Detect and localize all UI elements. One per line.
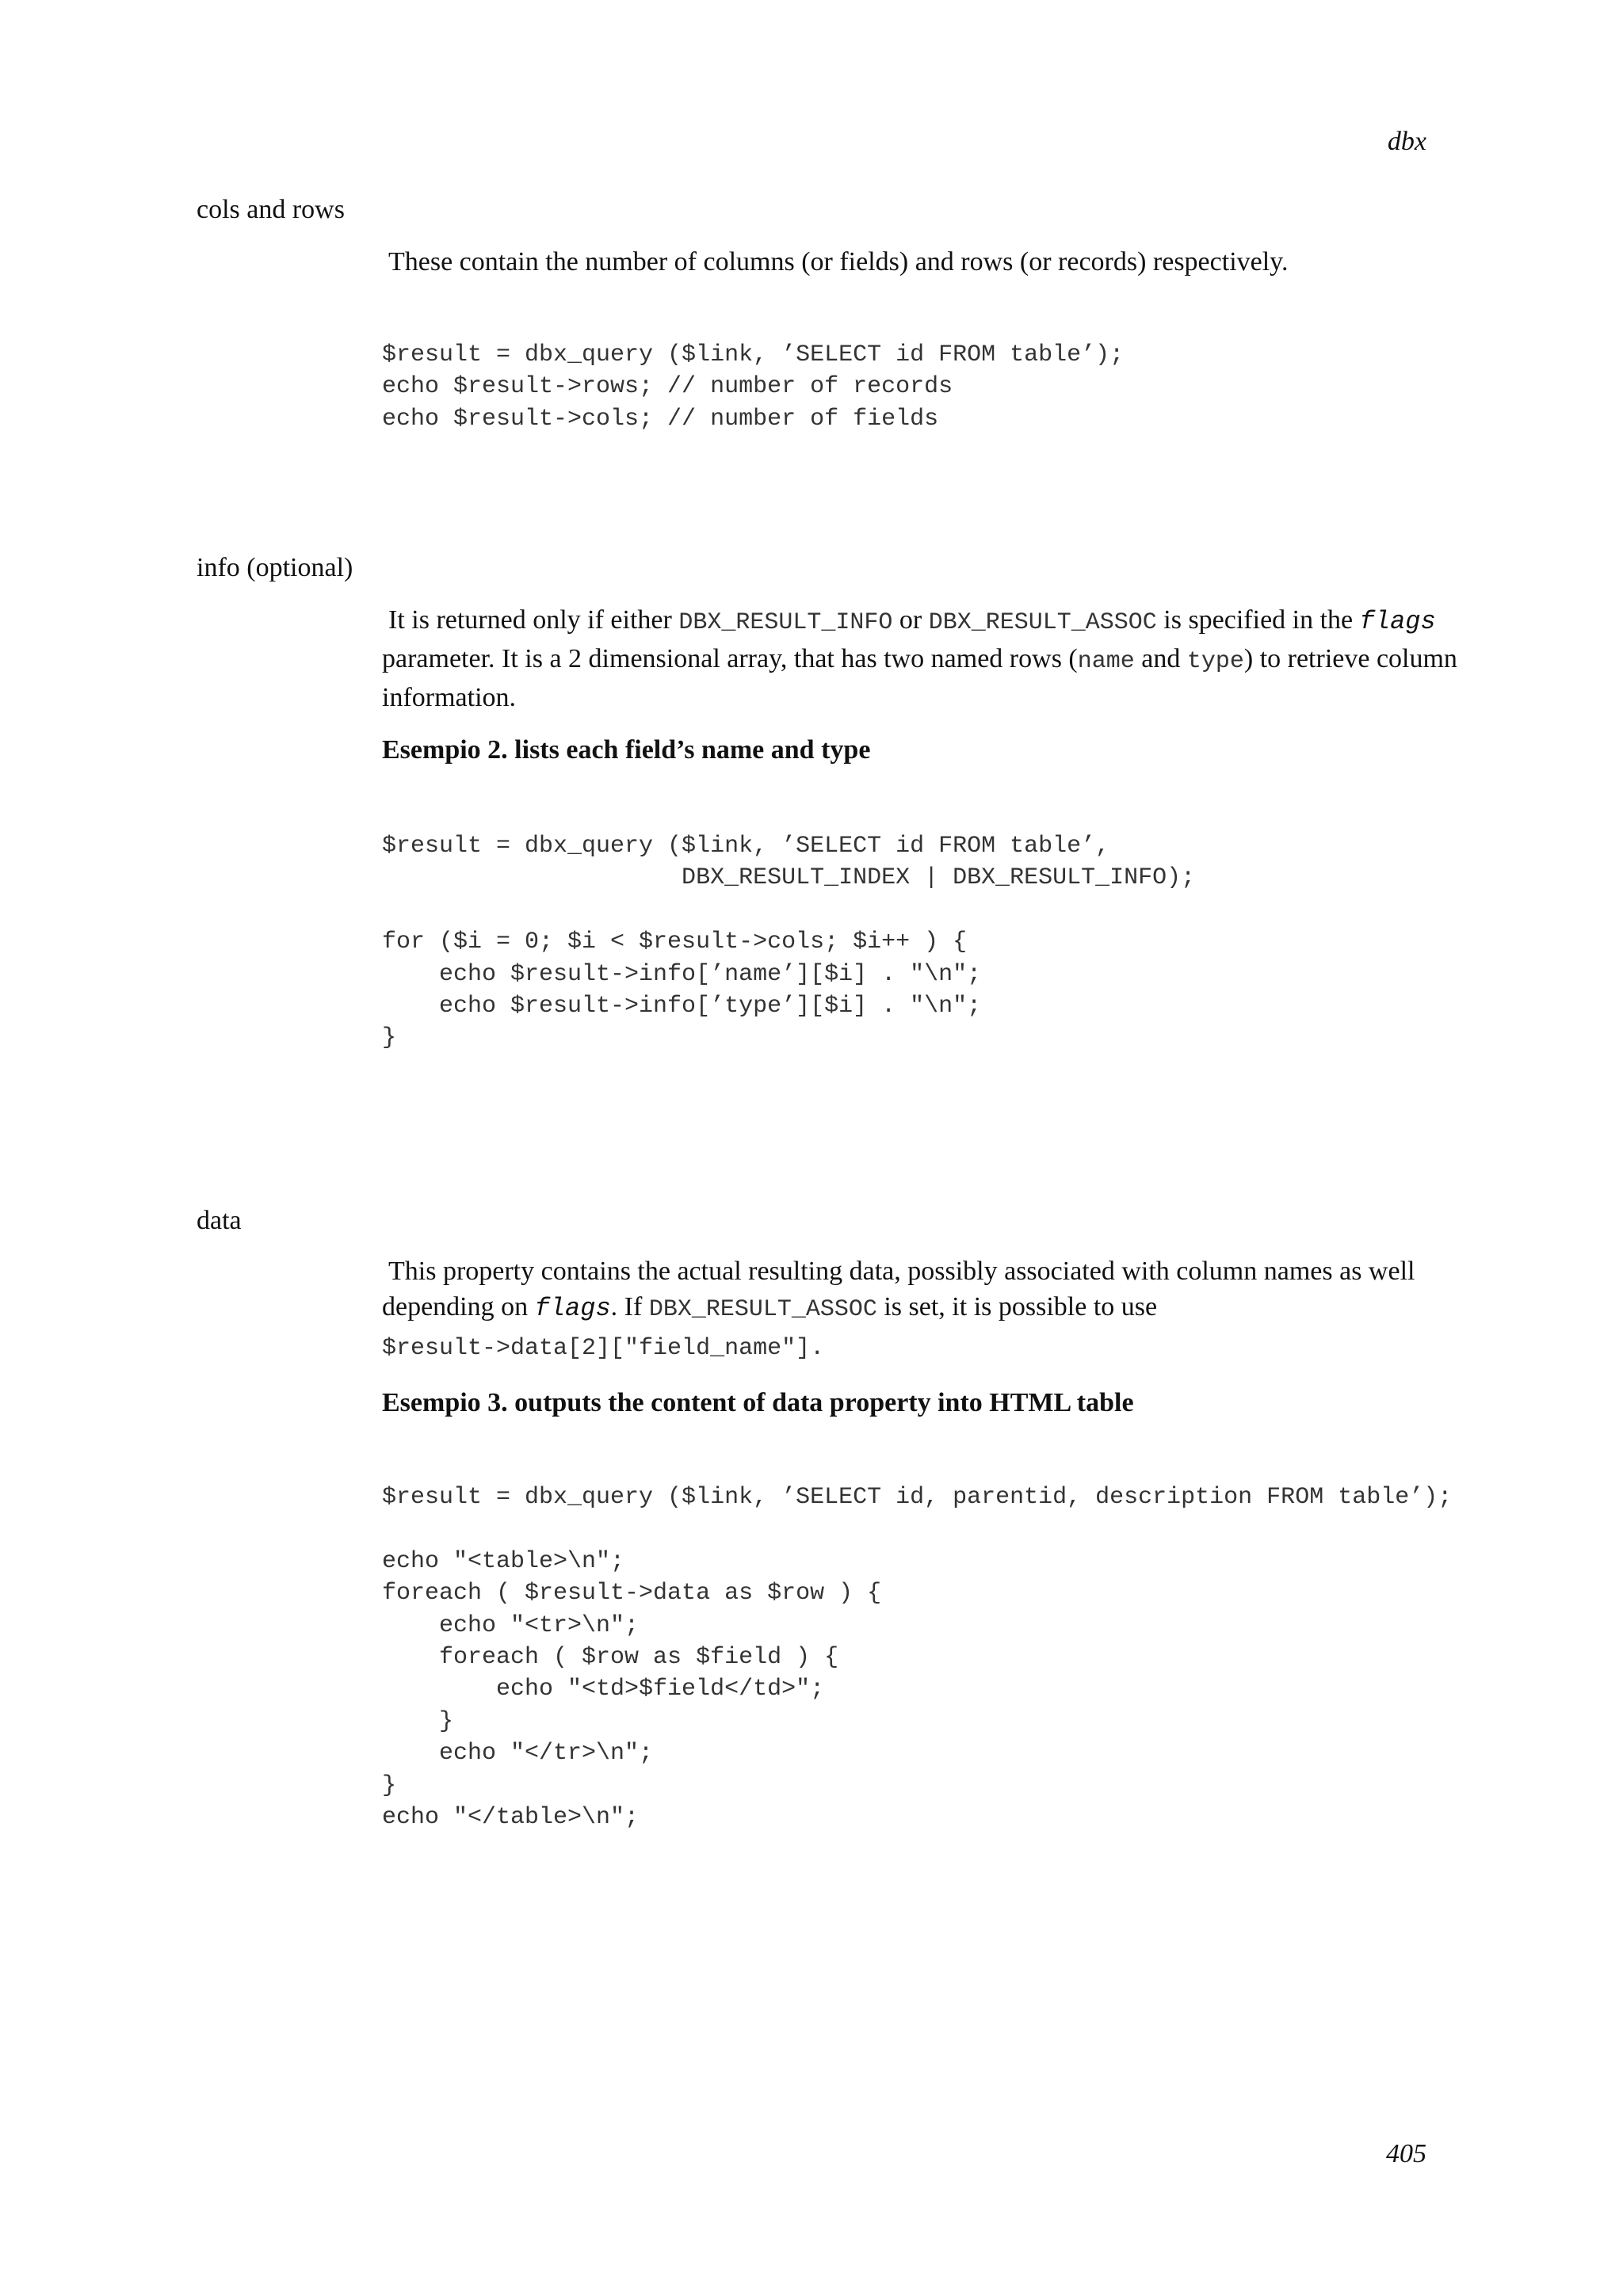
term-cols-and-rows: cols and rows: [197, 195, 345, 224]
page-number: 405: [1386, 2139, 1426, 2168]
constant-dbx-result-info: DBX_RESULT_INFO: [678, 609, 893, 636]
description-data: This property contains the actual resulting data, possibly associated with column names as well depending on flags. If DBX_RESULT_ASSOC is set, it is possible to use $result->data[2]["field_name"].: [382, 1257, 1415, 1362]
example-3-title: Esempio 3. outputs the content of data property into HTML table: [382, 1388, 1134, 1417]
row-name: name: [1077, 648, 1135, 675]
description-cols-and-rows: These contain the number of columns (or fields) and rows (or records) respectively.: [388, 247, 1289, 277]
term-info: info (optional): [197, 553, 353, 582]
code-block-example-2: $result = dbx_query ($link, ’SELECT id FROM table’, DBX_RESULT_INDEX | DBX_RESULT_INFO); for ($i = 0; $i < $result->cols; $i++ ) { echo $result->info[’name’][$i] . "\n"; echo $result->info[’type’][$i] . "\n"; }: [382, 833, 1196, 1052]
constant-dbx-result-assoc: DBX_RESULT_ASSOC: [928, 609, 1157, 636]
constant-dbx-result-assoc: DBX_RESULT_ASSOC: [648, 1296, 877, 1323]
running-header: dbx: [1387, 127, 1426, 156]
example-2-title: Esempio 2. lists each field’s name and type: [382, 735, 871, 765]
term-data: data: [197, 1206, 242, 1235]
parameter-flags: flags: [1359, 607, 1436, 636]
description-info: It is returned only if either DBX_RESULT_INFO or DBX_RESULT_ASSOC is specified in the flags parameter. It is a 2 dimensional array, that has two named rows (name and type) to retrieve column information.: [382, 605, 1457, 712]
code-block-cols-rows: $result = dbx_query ($link, ’SELECT id FROM table’); echo $result->rows; // number of records echo $result->cols; // number of fields: [382, 341, 1125, 433]
code-block-example-3: $result = dbx_query ($link, ’SELECT id, parentid, description FROM table’); echo "<table>\n"; foreach ( $result->data as $row ) { echo "<tr>\n"; foreach ( $row as $field ) { echo "<td>$field</td>"; } echo "</tr>\n"; } echo "</table>\n";: [382, 1484, 1453, 1832]
row-type: type: [1186, 648, 1244, 675]
usage-example: $result->data[2]["field_name"]: [382, 1335, 811, 1362]
parameter-flags: flags: [534, 1294, 611, 1323]
